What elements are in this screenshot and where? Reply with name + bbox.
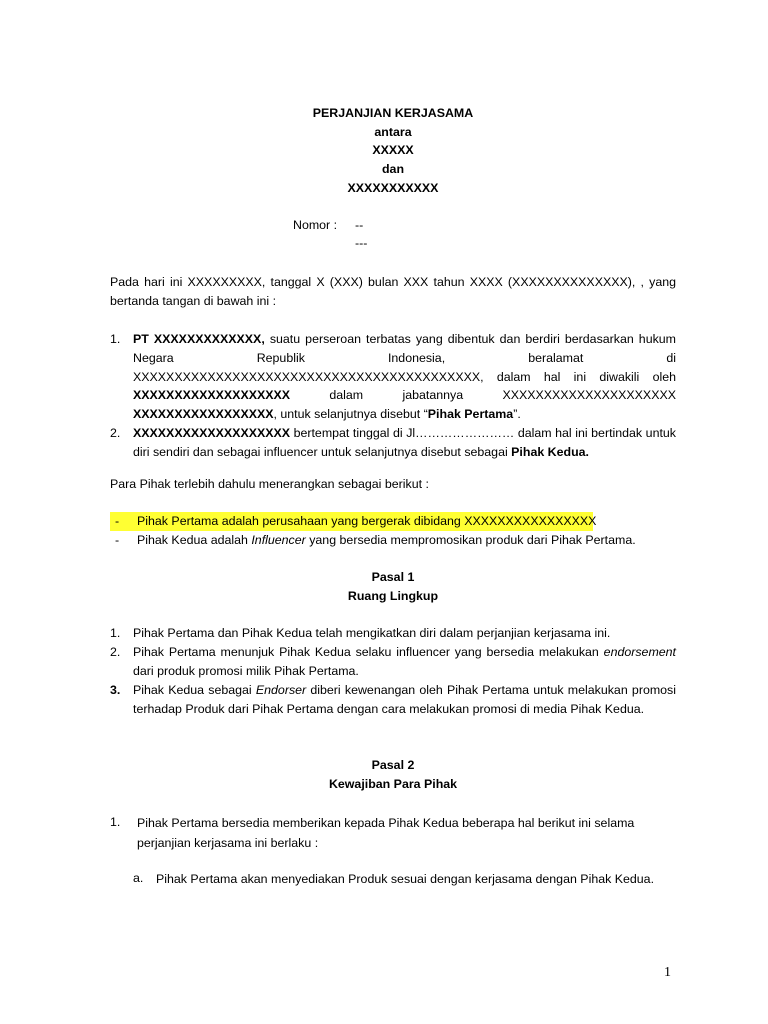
nomor-line1: -- [355, 218, 364, 232]
recital-2-text [137, 531, 636, 550]
party-1-text-a: suatu perseroan terbatas yang dibentuk dan berdiri berdasarkan hukum Negara Republik Indonesia, beralamat di XXXXXXXXXXXXXXXXXXXXXXXXXXXXXXXXXXXXXXXXXX, dalam hal ini diwakili oleh [133, 332, 676, 384]
pasal-2-item-1-number: 1. [110, 815, 121, 829]
pasal-1-item-1-text: Pihak Pertama dan Pihak Kedua telah mengikatkan diri dalam perjanjian kerjasama ini. [133, 626, 611, 640]
doc-and: dan [381, 162, 405, 176]
pasal-1-item-3-number: 3. [110, 683, 121, 697]
nomor-line2: --- [355, 236, 368, 250]
pasal-1-item-3-italic: Endorser [255, 683, 307, 697]
party-2-text-a: bertempat tinggal di Jl…………………… dalam hal ini bertindak untuk diri sendiri dan sebagai influencer untuk selanjutnya disebut sebagai [133, 426, 676, 459]
pasal-2-title: Pasal 2 [371, 758, 415, 772]
doc-party-two: XXXXXXXXXXX [347, 181, 439, 195]
party-1-paragraph [133, 330, 676, 424]
opening-paragraph: Pada hari ini XXXXXXXXX, tanggal X (XXX) bulan XXX tahun XXXX (XXXXXXXXXXXXXX), , yang bertanda tangan di bawah ini : [110, 275, 676, 308]
pasal-1-item-3-text-b: diberi kewenangan oleh Pihak Pertama untuk melakukan promosi terhadap Produk dari Pihak Pertama dengan cara melakukan promosi di media Pihak Kedua. [133, 683, 676, 716]
party-1-position: XXXXXXXXXXXXXXXXX [133, 407, 274, 422]
page-number: 1 [664, 965, 671, 980]
recital-1-bullet: - [115, 514, 120, 528]
pasal-1-subtitle: Ruang Lingkup [347, 589, 439, 603]
pasal-1-item-2-text [133, 643, 676, 681]
party-1-representative: XXXXXXXXXXXXXXXXXXX [133, 388, 291, 403]
pasal-1-item-2-text-b: dari produk promosi milik Pihak Pertama. [133, 663, 359, 678]
recital-2-italic: Influencer [251, 533, 306, 547]
pasal-2-subitem-a-label: a. [133, 871, 144, 885]
party-1-number: 1. [110, 332, 121, 346]
recital-2-text-b: yang bersedia mempromosikan produk dari Pihak Pertama. [305, 533, 636, 547]
pasal-1-item-2-number: 2. [110, 645, 121, 659]
pasal-1-item-3-text-a: Pihak Kedua sebagai [133, 683, 256, 697]
pasal-1-item-3-text [133, 681, 676, 719]
party-1-name: PT XXXXXXXXXXXXX, [133, 332, 265, 346]
recital-1-text: Pihak Pertama adalah perusahaan yang bergerak dibidang XXXXXXXXXXXXXXXX [137, 514, 597, 528]
doc-title: PERJANJIAN KERJASAMA [312, 106, 474, 120]
pasal-1-title: Pasal 1 [371, 570, 415, 584]
pasal-1-item-2-italic: endorsement [603, 645, 676, 659]
doc-party-one: XXXXX [372, 143, 414, 157]
recital-2-text-a: Pihak Kedua adalah [137, 533, 252, 547]
pasal-2-subitem-a-text: Pihak Pertama akan menyediakan Produk sesuai dengan kerjasama dengan Pihak Kedua. [156, 872, 655, 886]
nomor-label: Nomor : [293, 218, 338, 232]
party-2-alias: Pihak Kedua. [511, 444, 589, 459]
party-1-text-c: , untuk selanjutnya disebut “ [273, 407, 428, 422]
party-1-text-b: dalam jabatannya XXXXXXXXXXXXXXXXXXXXX [290, 388, 676, 403]
party-2-name: XXXXXXXXXXXXXXXXXXX [133, 426, 291, 440]
pasal-2-item-1-text: Pihak Pertama bersedia memberikan kepada Pihak Kedua beberapa hal berikut ini selama perjanjian kerjasama ini berlaku : [137, 816, 635, 850]
recital-2-bullet: - [115, 533, 120, 547]
pasal-1-item-2-text-a: Pihak Pertama menunjuk Pihak Kedua selaku influencer yang bersedia melakukan [133, 645, 604, 659]
recital-intro: Para Pihak terlebih dahulu menerangkan sebagai berikut : [110, 477, 429, 491]
pasal-2-subtitle: Kewajiban Para Pihak [328, 777, 458, 791]
party-1-text-d: ”. [513, 407, 521, 422]
party-2-number: 2. [110, 426, 121, 440]
pasal-1-item-1-number: 1. [110, 626, 121, 640]
party-2-paragraph [133, 424, 676, 462]
party-1-alias: Pihak Pertama [427, 407, 514, 422]
doc-between: antara [374, 125, 412, 139]
